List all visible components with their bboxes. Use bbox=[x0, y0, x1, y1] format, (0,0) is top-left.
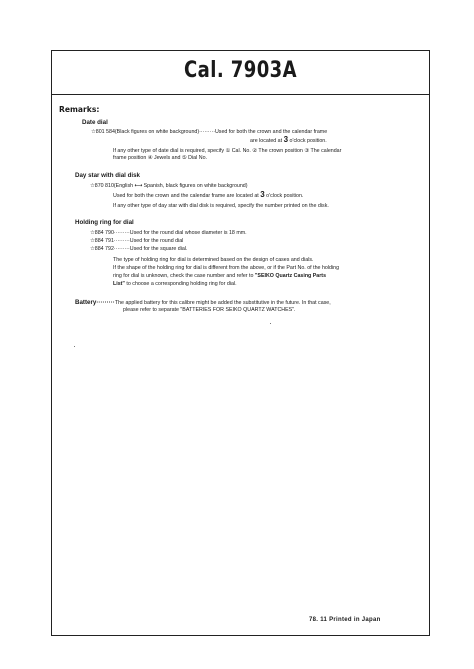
date-dial-heading: Date dial bbox=[82, 119, 108, 126]
remarks-label: Remarks: bbox=[59, 105, 100, 114]
battery-line-2: please refer to separate "BATTERIES FOR SEIKO QUARTZ WATCHES". bbox=[123, 307, 296, 313]
holding-ring-note-1: The type of holding ring for dial is determined based on the design of cases and dials. bbox=[113, 257, 314, 263]
date-dial-position-post: o'clock position. bbox=[288, 138, 327, 144]
battery-text-1: The applied battery for this calibre might be added the substitutive in the future. In that case, bbox=[114, 300, 331, 306]
title-box bbox=[52, 51, 429, 95]
casing-parts-list-reference: "SEIKO Quartz Casing Parts bbox=[254, 273, 327, 279]
holding-ring-note-2: If the shape of the holding ring for dial is different from the above, or if the Part No. of the holding bbox=[113, 265, 340, 271]
holding-ring-item-1: ☆884 790·········Used for the round dial whose diameter is 18 mm. bbox=[90, 230, 247, 236]
date-dial-note-2: frame position ④ Jewels and ⑤ Dial No. bbox=[113, 155, 207, 161]
day-star-position-pre: Used for both the crown and the calendar frame are located at bbox=[113, 193, 261, 199]
day-star-position-post: o'clock position. bbox=[264, 193, 304, 199]
page-title: Cal. 7903A bbox=[183, 58, 298, 83]
day-star-heading: Day star with dial disk bbox=[75, 172, 140, 179]
day-star-note: If any other type of day star with dial disk is required, specify the number printed on the disk. bbox=[113, 203, 329, 209]
holding-ring-heading: Holding ring for dial bbox=[75, 219, 134, 226]
page-frame bbox=[51, 50, 430, 636]
date-dial-position-number: 3 bbox=[283, 135, 289, 144]
day-star-position-line bbox=[113, 191, 303, 200]
date-dial-position-line bbox=[250, 136, 327, 145]
day-star-position-number: 3 bbox=[260, 190, 265, 199]
holding-ring-note-3-text: ring for dial is unknown, check the case number and refer to bbox=[113, 273, 255, 279]
scan-speck bbox=[74, 346, 75, 347]
holding-ring-item-3: ☆884 792·········Used for the square dial. bbox=[90, 246, 188, 252]
holding-ring-note-4-text: to choose a corresponding holding ring for dial. bbox=[124, 281, 237, 287]
holding-ring-item-2: ☆884 791·········Used for the round dial bbox=[90, 238, 184, 244]
date-dial-note-1: If any other type of date dial is required, specify ① Cal. No. ② The crown position ③ The calendar bbox=[113, 148, 342, 154]
holding-ring-note-3 bbox=[113, 273, 326, 280]
print-footer: 78. 11 Printed in Japan bbox=[309, 617, 381, 623]
scan-speck bbox=[270, 323, 271, 324]
date-dial-part-line: ☆801 584(Black figures on white background)·········Used for both the crown and the calendar frame bbox=[91, 129, 328, 135]
date-dial-position-pre: are located at bbox=[250, 138, 284, 144]
holding-ring-note-4 bbox=[113, 281, 237, 288]
casing-parts-list-reference-end: List" bbox=[113, 281, 125, 287]
battery-line-1 bbox=[75, 299, 331, 307]
day-star-part-line: ☆870 810(English ⟷ Spanish, black figures on white background) bbox=[90, 183, 248, 189]
battery-label: Battery········· bbox=[75, 299, 115, 306]
